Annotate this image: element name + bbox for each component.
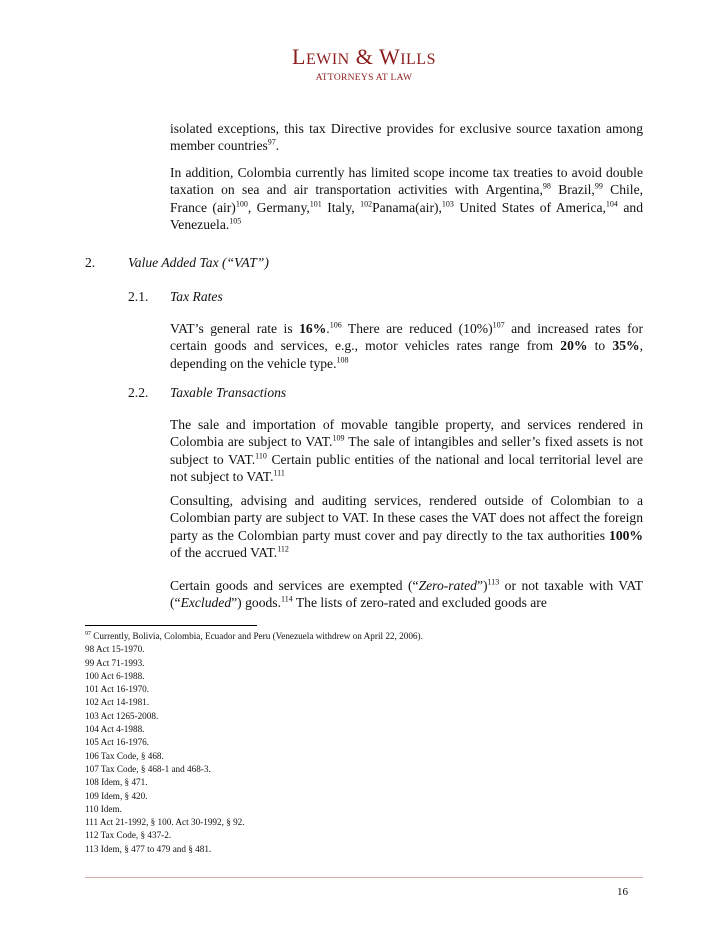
footer-rule xyxy=(85,877,643,878)
footnote-97: $^{97}$ Currently, Bolivia, Colombia, Ecuador and Peru (Venezuela withdrew on April 22, 2006). xyxy=(85,630,423,641)
footnote-107: 107 Tax Code, § 468-1 and 468-3. xyxy=(85,763,211,774)
paragraph-isolated-exceptions: isolated exceptions, this tax Directive provides for exclusive source taxation among member countries$^{97}$. xyxy=(170,121,643,154)
footnotes xyxy=(85,630,645,856)
subsection-number: 2.1. xyxy=(128,289,149,304)
footnote-108: 108 Idem, § 471. xyxy=(85,777,148,788)
footnote-105: 105 Act 16-1976. xyxy=(85,737,150,748)
footnote-113: 113 Idem, § 477 to 479 and § 481. xyxy=(85,843,212,854)
firm-subtitle: ATTORNEYS AT LAW xyxy=(315,73,413,83)
footnote-111: 111 Act 21-1992, § 100. Act 30-1992, § 92. xyxy=(85,817,245,828)
page-number: 16 xyxy=(617,886,628,898)
footnote-103: 103 Act 1265-2008. xyxy=(85,710,159,721)
subsection-title: Tax Rates xyxy=(170,289,223,304)
footnote-109: 109 Idem, § 420. xyxy=(85,790,148,801)
footnote-110: 110 Idem. xyxy=(85,803,122,814)
footnote-112: 112 Tax Code, § 437-2. xyxy=(85,830,172,841)
firm-name: LEWIN & WILLS xyxy=(292,44,436,69)
paragraph-tax-rates: VAT’s general rate is 16%.$^{106}$ There are reduced $(10\%)^{107}$ and increased rates for certain goods and services, e.g., motor vehicles rates range from 20% to 35%, depending on the vehicle type.$^{108}$ xyxy=(170,320,643,371)
footnote-99: 99 Act 71-1993. xyxy=(85,657,145,668)
paragraph-exempted-goods: Certain goods and services are exempted (“Zero-rated”)$^{113}$ or not taxable with VAT (“Excluded”) goods.$^{114}$ The lists of zero-rated and excluded goods are xyxy=(170,577,643,611)
paragraph-consulting-services: Consulting, advising and auditing services, rendered outside of Colombian to a Colombian party are subject to VAT. In these cases the VAT does not affect the foreign party as the Colombian party must cover and pay directly to the tax authorities 100% of the accrued VAT.$^{112}$ xyxy=(170,493,643,561)
footnote-100: 100 Act 6-1988. xyxy=(85,670,145,681)
footnote-106: 106 Tax Code, § 468. xyxy=(85,750,164,761)
footnote-101: 101 Act 16-1970. xyxy=(85,684,150,695)
footnote-102: 102 Act 14-1981. xyxy=(85,697,150,708)
section-title: Value Added Tax (“VAT”) xyxy=(128,255,269,270)
footnote-104: 104 Act 4-1988. xyxy=(85,724,145,735)
subsection-title: Taxable Transactions xyxy=(170,385,287,400)
footnote-separator xyxy=(85,625,257,626)
paragraph-treaties: In addition, Colombia currently has limited scope income tax treaties to avoid double taxation on sea and air transportation activities with Argentina,$^{98}$ Brazil,$^{99}$ Chile, France (air)$^{100}$, Germany,$^{101}$ Italy, $^{102}$Panama(air),$^{103}$ United States of America,$^{104}$ and Venezuela.$^{105}$ xyxy=(170,165,644,233)
section-number: 2. xyxy=(85,255,96,270)
paragraph-taxable-transactions: The sale and importation of movable tangible property, and services rendered in Colombia are subject to VAT.$^{109}$ The sale of intangibles and seller’s fixed assets is not subject to VAT.$^{110}$ Certain public entities of the national and local territorial level are not subject to VAT.$^{111}$ xyxy=(170,417,643,485)
footnote-98: 98 Act 15-1970. xyxy=(85,644,145,655)
subsection-number: 2.2. xyxy=(128,385,149,400)
